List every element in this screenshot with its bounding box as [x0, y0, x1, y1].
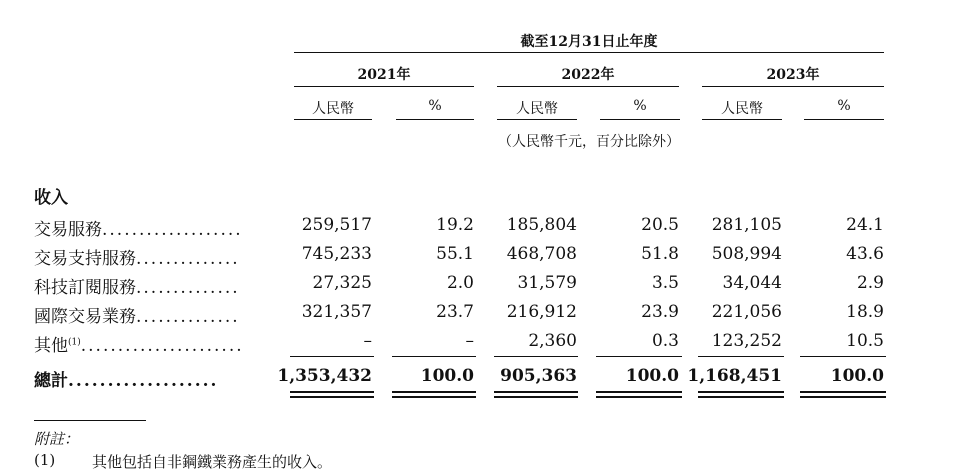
row-label-text: 交易服務	[34, 220, 102, 240]
double-rule-2022-pct	[596, 391, 682, 398]
cell-2022-rmb: 468,708	[506, 244, 577, 264]
cell-2023-rmb: 281,105	[711, 215, 782, 235]
footnote-title: 附註：	[34, 430, 80, 448]
period-underline	[294, 52, 884, 53]
col-pct-2021-underline	[396, 119, 474, 120]
footnote-rule	[34, 420, 146, 421]
col-rmb-2021-underline	[294, 119, 372, 120]
cell-2023-pct: 43.6	[846, 244, 884, 264]
total-rule-2021-pct	[392, 356, 476, 357]
period-header: 截至12月31日止年度	[520, 34, 658, 50]
total-2021-rmb: 1,353,432	[277, 366, 372, 386]
cell-2022-rmb: 216,912	[506, 302, 577, 322]
cell-2023-rmb: 221,056	[711, 302, 782, 322]
total-rule-2023-rmb	[698, 356, 784, 357]
row-label	[34, 215, 243, 240]
year-2023-header: 2023年	[766, 67, 820, 83]
col-pct-2023: %	[837, 98, 851, 114]
cell-2021-rmb: –	[363, 331, 372, 351]
footnote-marker: (1)	[34, 451, 56, 469]
total-2023-rmb: 1,168,451	[687, 366, 782, 386]
cell-2021-rmb: 259,517	[301, 215, 372, 235]
row-label-text: 科技訂閱服務	[34, 278, 136, 298]
total-2022-rmb: 905,363	[500, 366, 577, 386]
cell-2021-rmb: 321,357	[301, 302, 372, 322]
total-label-row	[34, 366, 218, 391]
leader-dots: ..............	[136, 307, 240, 327]
row-label	[34, 331, 244, 356]
cell-2023-rmb: 34,044	[722, 273, 782, 293]
footnote-text: 其他包括自非鋼鐵業務產生的收入。	[92, 453, 333, 471]
double-rule-2021-pct	[392, 391, 476, 398]
total-rule-2022-rmb	[494, 356, 578, 357]
cell-2022-rmb: 185,804	[506, 215, 577, 235]
cell-2023-rmb: 508,994	[711, 244, 782, 264]
col-rmb-2023: 人民幣	[721, 101, 763, 117]
col-pct-2022: %	[633, 98, 647, 114]
cell-2022-pct: 20.5	[641, 215, 679, 235]
total-rule-2022-pct	[596, 356, 682, 357]
leader-dots: ..............	[136, 278, 240, 298]
cell-2021-pct: –	[465, 331, 474, 351]
year-2022-header: 2022年	[561, 67, 615, 83]
cell-2023-pct: 24.1	[846, 215, 884, 235]
cell-2021-pct: 2.0	[446, 273, 474, 293]
row-label	[34, 302, 240, 327]
total-rule-2021-rmb	[290, 356, 374, 357]
total-rule-2023-pct	[800, 356, 886, 357]
double-rule-2023-pct	[800, 391, 886, 398]
cell-2023-pct: 18.9	[846, 302, 884, 322]
col-pct-2023-underline	[804, 119, 884, 120]
section-title: 收入	[34, 188, 68, 208]
total-leader-dots: ...................	[68, 371, 219, 391]
double-rule-2022-rmb	[494, 391, 578, 398]
cell-2023-pct: 10.5	[846, 331, 884, 351]
unit-note: （人民幣千元，百分比除外）	[498, 134, 680, 150]
cell-2021-pct: 19.2	[436, 215, 474, 235]
col-rmb-2023-underline	[702, 119, 782, 120]
double-rule-2021-rmb	[290, 391, 374, 398]
year-2021-header: 2021年	[357, 67, 411, 83]
year-2022-underline	[497, 86, 679, 87]
leader-dots: ..............	[136, 249, 240, 269]
col-rmb-2022: 人民幣	[516, 101, 558, 117]
row-label	[34, 273, 240, 298]
cell-2022-pct: 23.9	[641, 302, 679, 322]
year-2021-underline	[294, 86, 474, 87]
footnote-reference: (1)	[68, 337, 81, 348]
total-2022-pct: 100.0	[625, 366, 679, 386]
total-2021-pct: 100.0	[420, 366, 474, 386]
row-label-text: 交易支持服務	[34, 249, 136, 269]
row-label	[34, 244, 240, 269]
col-rmb-2021: 人民幣	[312, 101, 354, 117]
cell-2022-rmb: 2,360	[528, 331, 577, 351]
col-rmb-2022-underline	[497, 119, 577, 120]
leader-dots: ......................	[80, 336, 244, 356]
cell-2022-rmb: 31,579	[517, 273, 577, 293]
col-pct-2022-underline	[600, 119, 680, 120]
row-label-text: 其他	[34, 336, 68, 356]
cell-2021-pct: 55.1	[436, 244, 474, 264]
cell-2021-pct: 23.7	[436, 302, 474, 322]
year-2023-underline	[702, 86, 884, 87]
cell-2023-pct: 2.9	[856, 273, 884, 293]
total-2023-pct: 100.0	[830, 366, 884, 386]
cell-2022-pct: 3.5	[651, 273, 679, 293]
cell-2022-pct: 51.8	[641, 244, 679, 264]
cell-2023-rmb: 123,252	[711, 331, 782, 351]
col-pct-2021: %	[428, 98, 442, 114]
cell-2022-pct: 0.3	[651, 331, 679, 351]
cell-2021-rmb: 745,233	[301, 244, 372, 264]
row-label-text: 國際交易業務	[34, 307, 136, 327]
double-rule-2023-rmb	[698, 391, 784, 398]
cell-2021-rmb: 27,325	[312, 273, 372, 293]
leader-dots: ...................	[102, 220, 243, 240]
total-label: 總計	[34, 371, 68, 391]
